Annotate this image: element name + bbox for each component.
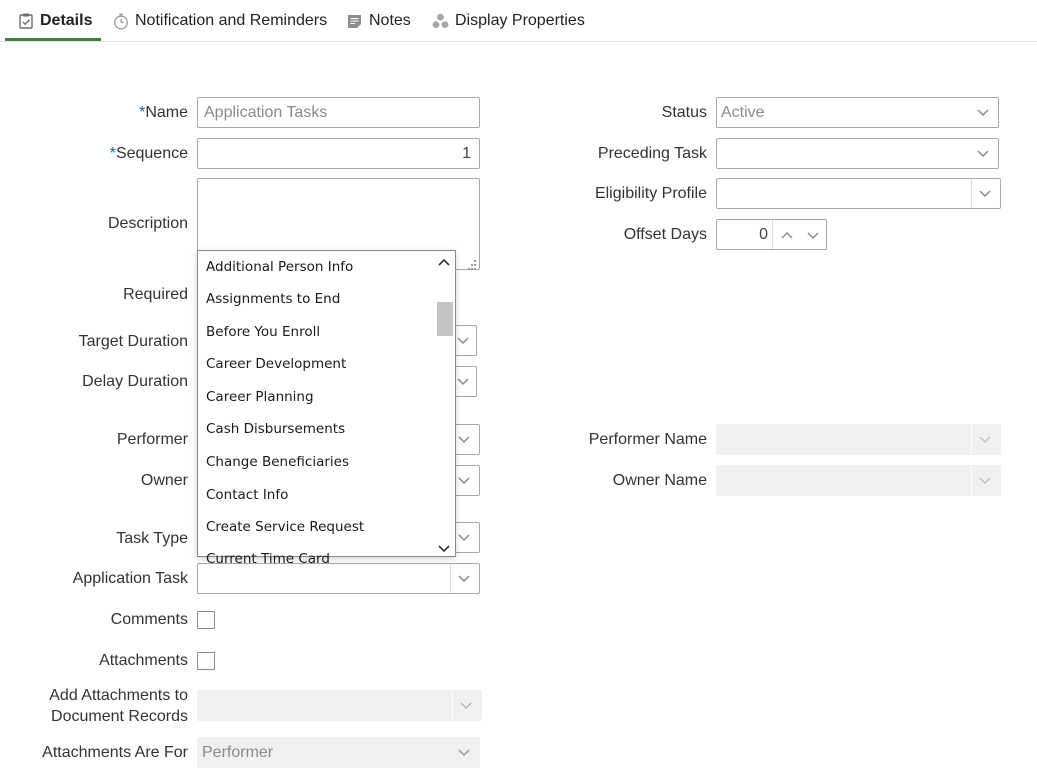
chevron-down-icon [456,334,470,348]
sequence-field[interactable]: 1 [197,138,480,169]
tab-display-properties[interactable] [432,0,585,42]
list-item[interactable]: Change Beneficiaries [206,454,349,470]
chevron-down-icon [457,531,471,545]
chevron-down-icon [456,375,470,389]
chevron-down-icon [976,106,990,120]
tab-details-label: Details [40,12,93,29]
add-attachments-label-line2: Document Records [51,708,188,725]
stopwatch-icon [112,13,129,30]
performer-name-label: Performer Name [588,431,707,448]
status-select[interactable]: Active [716,97,999,128]
tab-notes-label: Notes [369,12,411,29]
eligibility-profile-label: Eligibility Profile [594,185,707,202]
preceding-task-select[interactable] [716,138,999,169]
tab-bar [0,0,1037,42]
chevron-up-icon[interactable] [780,228,794,242]
application-task-dropdown-list[interactable] [197,250,456,567]
attachments-are-for-label: Attachments Are For [42,744,188,761]
clipboard-check-icon [17,13,34,30]
scroll-up-icon[interactable] [437,254,451,268]
application-task-label: Application Task [72,570,188,587]
chevron-down-icon [978,474,992,488]
active-tab-indicator [5,38,101,41]
list-item[interactable]: Cash Disbursements [206,421,346,437]
attachments-label: Attachments [99,652,188,669]
list-item[interactable]: Career Development [206,356,347,372]
description-label: Description [107,215,188,232]
name-label: *Name [139,104,188,121]
delay-duration-label: Delay Duration [82,373,188,390]
comments-checkbox[interactable] [197,611,215,629]
owner-label: Owner [140,472,188,489]
list-item[interactable]: Create Service Request [206,519,365,535]
chevron-down-icon [457,572,471,586]
list-item[interactable]: Contact Info [206,487,289,503]
comments-label: Comments [110,611,188,628]
eligibility-profile-select[interactable] [716,178,1001,209]
tab-display-properties-label: Display Properties [455,12,585,29]
tab-notification-label: Notification and Reminders [135,12,328,29]
chevron-down-icon [978,187,992,201]
shapes-icon [432,13,449,30]
tab-notification-and-reminders[interactable] [112,0,327,42]
chevron-down-icon[interactable] [806,229,820,243]
tab-details[interactable] [17,0,92,42]
attachments-checkbox[interactable] [197,652,215,670]
name-field[interactable]: Application Tasks [197,97,480,128]
sequence-label: *Sequence [109,145,188,162]
add-attachments-label-line1: Add Attachments to [49,687,188,704]
task-type-label: Task Type [116,530,188,547]
note-icon [346,13,363,30]
scrollbar-thumb[interactable] [437,302,453,336]
application-task-select[interactable] [197,563,480,594]
chevron-down-icon [459,699,473,713]
status-label: Status [661,104,707,121]
chevron-down-icon [457,433,471,447]
chevron-down-icon [976,147,990,161]
performer-label: Performer [116,431,188,448]
offset-days-value: 0 [759,226,768,243]
list-item[interactable]: Before You Enroll [206,324,321,340]
owner-name-select[interactable] [716,465,1001,496]
dropdown-scrollbar[interactable] [433,251,455,556]
preceding-task-label: Preceding Task [597,145,707,162]
list-item[interactable]: Current Time Card [206,551,330,567]
chevron-down-icon [457,474,471,488]
chevron-down-icon [457,746,471,760]
required-label: Required [123,286,188,303]
list-item[interactable]: Additional Person Info [206,259,354,275]
resize-handle-icon[interactable] [466,257,476,267]
offset-days-label: Offset Days [623,226,707,243]
tab-notes[interactable] [346,0,411,42]
add-attachments-select[interactable] [197,690,482,721]
attachments-are-for-select[interactable]: Performer [197,737,480,768]
list-item[interactable]: Career Planning [206,389,314,405]
owner-name-label: Owner Name [612,472,707,489]
scroll-down-icon[interactable] [437,541,451,555]
list-item[interactable]: Assignments to End [206,291,341,307]
target-duration-label: Target Duration [78,333,188,350]
offset-days-stepper[interactable] [716,219,827,250]
performer-name-select[interactable] [716,424,1001,455]
chevron-down-icon [978,433,992,447]
